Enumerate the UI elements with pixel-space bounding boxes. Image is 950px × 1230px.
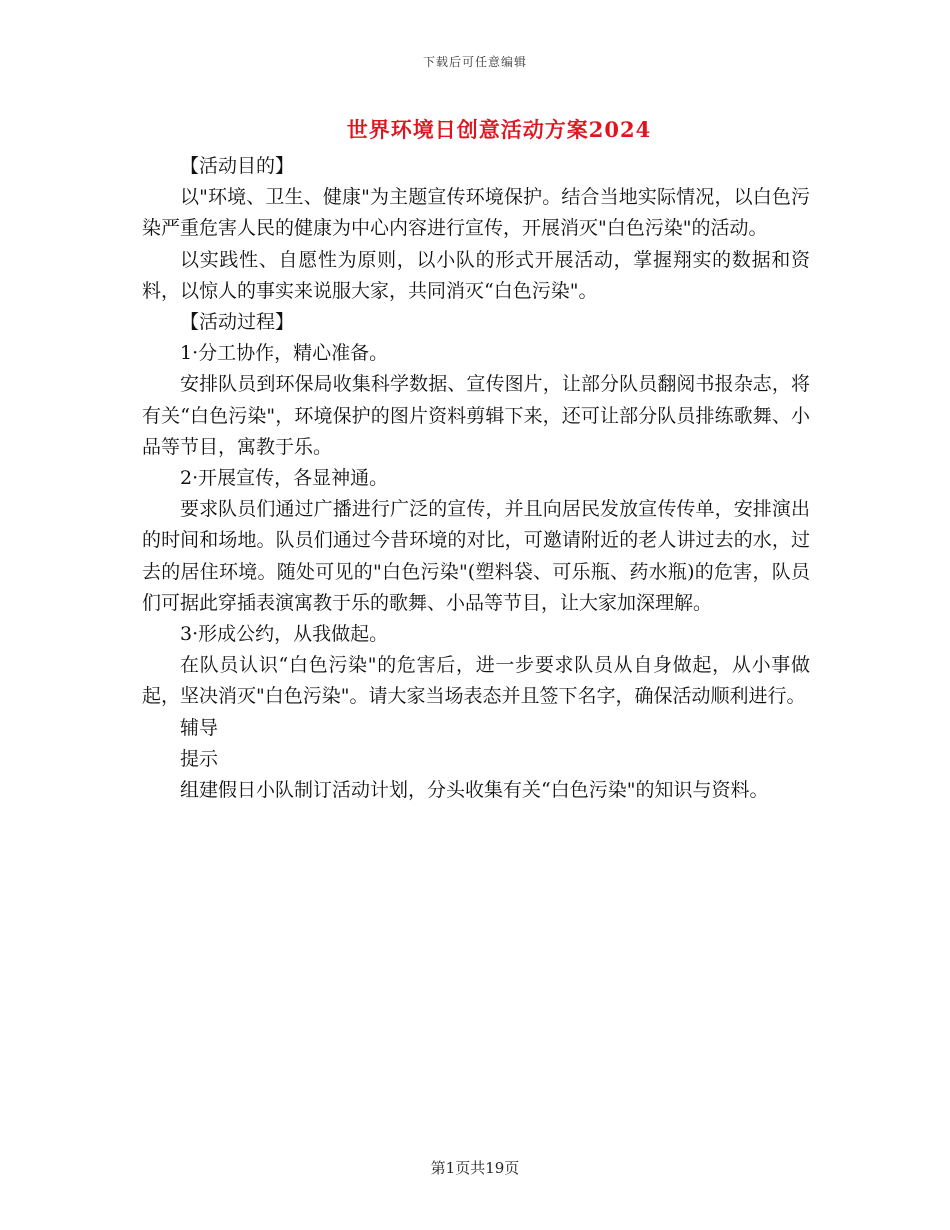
document-body <box>142 151 810 806</box>
paragraph: 以"环境、卫生、健康"为主题宣传环境保护。结合当地实际情况，以白色污染严重危害人民的健康为中心内容进行宣传，开展消灭"白色污染"的活动。 <box>142 186 810 240</box>
paragraph: 安排队员到环保局收集科学数据、宣传图片，让部分队员翻阅书报杂志，将有关“白色污染"，环境保护的图片资料剪辑下来，还可让部分队员排练歌舞、小品等节目，寓教于乐。 <box>142 373 810 458</box>
label-guidance: 辅导 <box>180 716 219 739</box>
page-number-footer: 第1页共19页 <box>430 1159 520 1177</box>
paragraph: 组建假日小队制订活动计划，分头收集有关“白色污染"的知识与资料。 <box>180 779 769 802</box>
step-heading-2: 2·开展宣传，各显神通。 <box>180 467 389 490</box>
paragraph: 在队员认识“白色污染"的危害后，进一步要求队员从自身做起，从小事做起，坚决消灭"白色污染"。请大家当场表态并且签下名字，确保活动顺利进行。 <box>142 654 810 708</box>
paragraph: 要求队员们通过广播进行广泛的宣传，并且向居民发放宣传传单，安排演出的时间和场地。队员们通过今昔环境的对比，可邀请附近的老人讲过去的水，过去的居住环境。随处可见的"白色污染"(塑料袋、可乐瓶、药水瓶)的危害，队员们可据此穿插表演寓教于乐的歌舞、小品等节目，让大家加深理解。 <box>142 498 810 614</box>
document-title: 世界环境日创意活动方案2024 <box>346 117 652 142</box>
label-tips: 提示 <box>180 747 219 770</box>
page-header-note: 下载后可任意编辑 <box>422 55 527 69</box>
step-heading-3: 3·形成公约，从我做起。 <box>180 623 389 646</box>
section-heading-process: 【活动过程】 <box>180 311 295 334</box>
section-heading-purpose: 【活动目的】 <box>180 155 295 177</box>
step-heading-1: 1·分工协作，精心准备。 <box>180 342 389 365</box>
paragraph: 以实践性、自愿性为原则，以小队的形式开展活动，掌握翔实的数据和资料，以惊人的事实来说服大家，共同消灭“白色污染"。 <box>142 248 810 302</box>
